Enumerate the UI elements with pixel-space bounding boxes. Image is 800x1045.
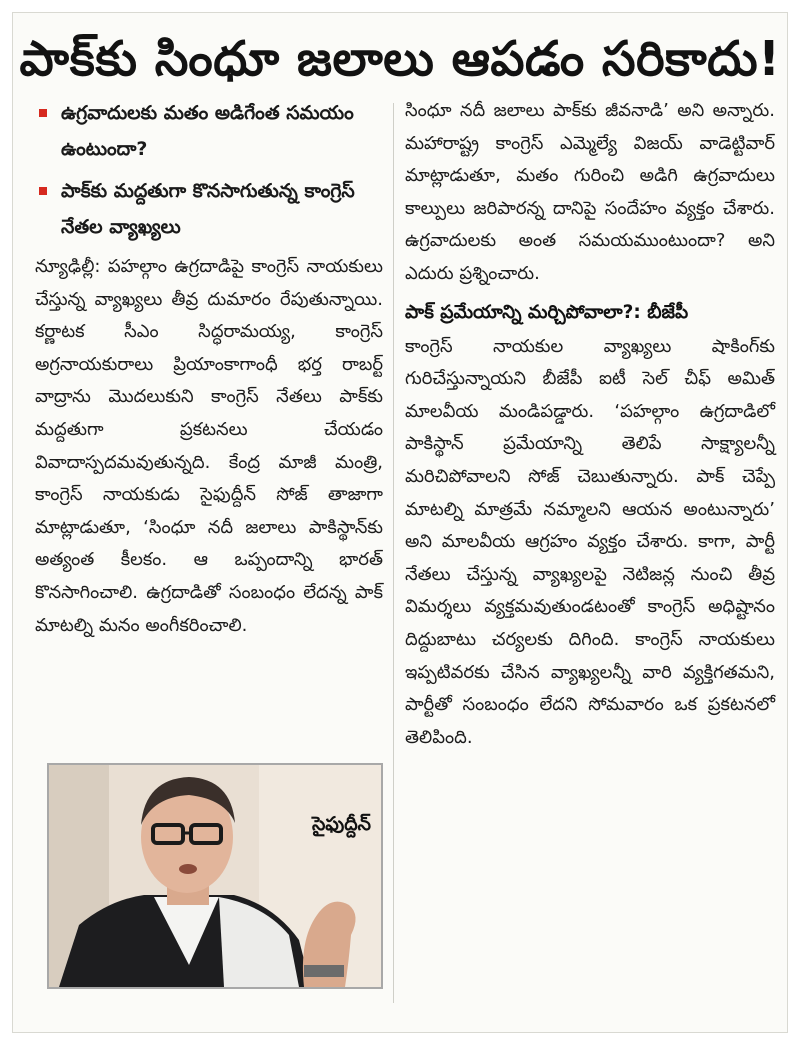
photo-saifuddin bbox=[47, 763, 383, 989]
article-paragraph: సింధూ నదీ జలాలు పాక్‌కు జీవనాడి’ అని అన్నారు. మహారాష్ట్ర కాంగ్రెస్‌ ఎమ్మెల్యే విజయ్‌ వాడెట్టివార్‌ మాట్లాడుతూ, మతం గురించి అడిగి ఉగ్రవాదులు కాల్పులు జరిపారన్న దానిపై సందేహం వ్యక్తం చేశారు. ఉగ్రవాదులకు అంత సమయముంటుందా? అని ఎదురు ప్రశ్నించారు. bbox=[405, 100, 775, 284]
portrait-photo-icon bbox=[49, 765, 381, 987]
subheading: పాక్‌ ప్రమేయాన్ని మర్చిపోవాలా?: బీజేపీ bbox=[405, 301, 689, 323]
bullet-text: పాక్‌కు మద్దతుగా కొనసాగుతున్న కాంగ్రెస్‌ నేతల వ్యాఖ్యలు bbox=[61, 180, 355, 238]
bullet-square-icon bbox=[39, 187, 47, 195]
article-paragraph: న్యూఢిల్లీ: పహల్గాం ఉగ్రదాడిపై కాంగ్రెస్‌ నాయకులు చేస్తున్న వ్యాఖ్యలు తీవ్ర దుమారం రేపుతున్నాయి. కర్ణాటక సీఎం సిద్ధరామయ్య, కాంగ్రెస్‌ అగ్రనాయకురాలు ప్రియాంకాగాంధీ భర్త రాబర్ట్‌ వాద్రాను మొదలుకుని కాంగ్రెస్‌ నేతలు పాక్‌కు మద్దతుగా ప్రకటనలు చేయడం వివాదాస్పదమవుతున్నది. కేంద్ర మాజీ మంత్రి, కాంగ్రెస్‌ నాయకుడు సైఫుద్దీన్‌ సోజ్‌ తాజాగా మాట్లాడుతూ, ‘సింధూ నదీ జలాలు పాకిస్థాన్‌కు అత్యంత కీలకం. ఆ ఒప్పందాన్ని భారత్‌ కొనసాగించాలి. ఉగ్రదాడితో సంబంధం లేదన్న పాక్‌ మాటల్ని మనం అంగీకరించాలి. bbox=[35, 256, 383, 636]
bullet-item bbox=[35, 95, 383, 167]
bullet-item bbox=[35, 173, 383, 245]
headline: పాక్‌కు సింధూ జలాలు ఆపడం సరికాదు! bbox=[19, 31, 781, 87]
bullet-text: ఉగ్రవాదులకు మతం అడిగేంత సమయం ఉంటుందా? bbox=[61, 102, 354, 160]
column-divider bbox=[393, 103, 394, 1003]
newspaper-clipping bbox=[12, 12, 788, 1033]
photo-caption: సైఫుద్దీన్‌ bbox=[311, 813, 371, 835]
bullet-list bbox=[35, 95, 383, 245]
article-paragraph: కాంగ్రెస్‌ నాయకుల వ్యాఖ్యలు షాకింగ్‌కు గురిచేస్తున్నాయని బీజేపీ ఐటీ సెల్‌ చీఫ్‌ అమిత్‌ మాలవీయ మండిపడ్డారు. ‘పహల్గాం ఉగ్రదాడిలో పాకిస్థాన్‌ ప్రమేయాన్ని తెలిపే సాక్ష్యాలన్నీ మరిచిపోవాలని సోజ్‌ చెబుతున్నారు. పాక్‌ చెప్పే మాటల్ని మాత్రమే నమ్మాలని ఆయన అంటున్నారు’ అని మాలవీయ ఆగ్రహం వ్యక్తం చేశారు. కాగా, పార్టీ నేతలు చేస్తున్న వ్యాఖ్యలపై నెటిజన్ల నుంచి తీవ్ర విమర్శలు వ్యక్తమవుతుండటంతో కాంగ్రెస్‌ అధిష్టానం దిద్దుబాటు చర్యలకు దిగింది. కాంగ్రెస్‌ నాయకులు ఇప్పటివరకు చేసిన వ్యాఖ్యలన్నీ వారి వ్యక్తిగతమని, పార్టీతో సంబంధం లేదని సోమవారం ఒక ప్రకటనలో తెలిపింది. bbox=[405, 335, 775, 748]
right-column bbox=[405, 95, 775, 754]
left-column bbox=[35, 95, 383, 642]
bullet-square-icon bbox=[39, 109, 47, 117]
